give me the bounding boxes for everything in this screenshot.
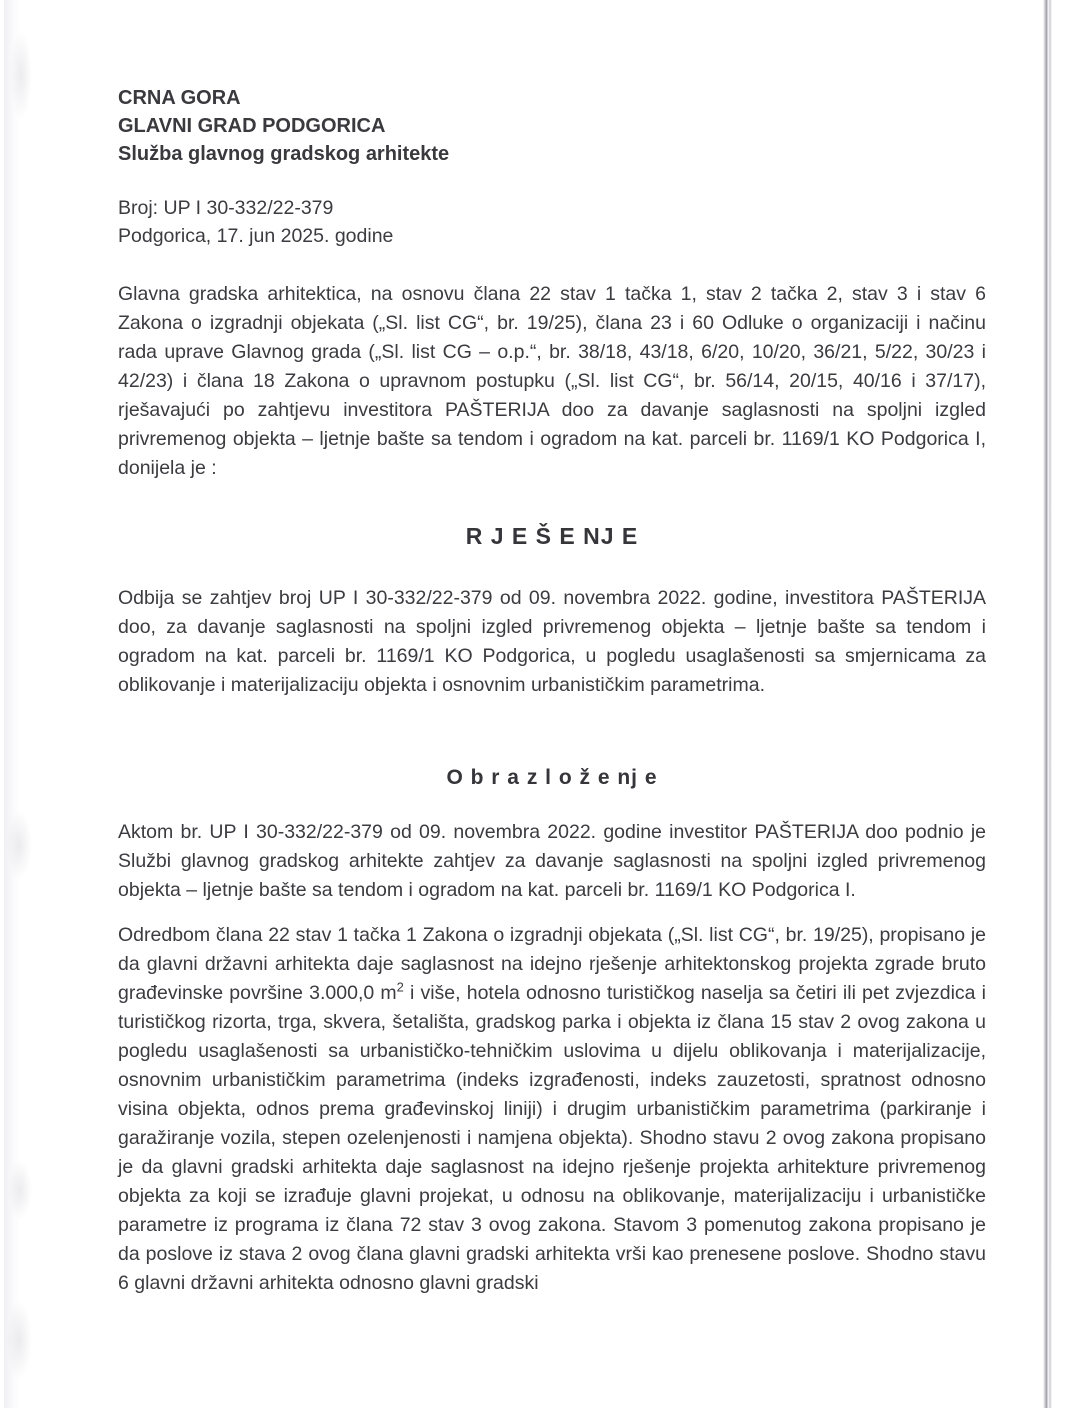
reference-block (118, 194, 986, 250)
explanation-heading: O b r a z l o ž e nj e (446, 766, 658, 789)
letterhead (118, 84, 986, 168)
scan-smudge-artifact (10, 30, 32, 120)
letterhead-country: CRNA GORA (118, 87, 241, 109)
reference-number: Broj: UP I 30-332/22-379 (118, 197, 334, 219)
scan-smudge-artifact (8, 1160, 32, 1220)
scan-line-right-edge (1043, 0, 1052, 1408)
letterhead-city: GLAVNI GRAD PODGORICA (118, 115, 386, 137)
decision-paragraph: Odbija se zahtjev broj UP I 30-332/22-379 od 09. novembra 2022. godine, investitora PAŠTERIJA doo, za davanje saglasnosti na spoljni izgled privremenog objekta – ljetnje bašte sa tendom i ogradom na kat. parceli br. 1169/1 KO Podgorica, u pogledu usaglašenosti sa smjernicama za oblikovanje i materijalizaciju objekta i osnovnim urbanističkim parametrima. (118, 587, 986, 696)
explanation-paragraph-2-text-before-superscript: Odredbom člana 22 stav 1 tačka 1 Zakona o izgradnji objekata („Sl. list CG“, br. 19/25), propisano je da glavni državni arhitekta daje saglasnost na idejno rješenje arhitektonskog projekta zgrade bruto građevinske površine 3.000,0 m (118, 924, 986, 1004)
document-content (118, 0, 986, 1298)
explanation-paragraph-2 (118, 921, 986, 1298)
decision-heading: R J E Š E NJ E (465, 523, 639, 549)
explanation-paragraph-1: Aktom br. UP I 30-332/22-379 od 09. novembra 2022. godine investitor PAŠTERIJA doo podnio je Službi glavnog gradskog arhitekte zahtjev za davanje saglasnosti na spoljni izgled privremenog objekta – ljetnje bašte sa tendom i ogradom na kat. parceli br. 1169/1 KO Podgorica I. (118, 821, 986, 901)
scan-smudge-artifact (6, 810, 32, 880)
intro-paragraph: Glavna gradska arhitektica, na osnovu člana 22 stav 1 tačka 1, stav 2 tačka 2, stav 3 i stav 6 Zakona o izgradnji objekata („Sl. list CG“, br. 19/25), člana 23 i 60 Odluke o organizaciji i načinu rada uprave Glavnog grada („Sl. list CG – o.p.“, br. 38/18, 43/18, 6/20, 10/20, 36/21, 5/22, 30/23 i 42/23) i člana 18 Zakona o upravnom postupku („Sl. list CG“, br. 56/14, 20/15, 40/16 i 37/17), rješavajući po zahtjevu investitora PAŠTERIJA doo za davanje saglasnosti na spoljni izgled privremenog objekta – ljetnje bašte sa tendom i ogradom na kat. parceli br. 1169/1 KO Podgorica I, donijela je : (118, 283, 986, 479)
letterhead-office: Služba glavnog gradskog arhitekte (118, 143, 450, 165)
scan-smudge-artifact (6, 1300, 32, 1380)
explanation-paragraph-2-text-after-superscript: i više, hotela odnosno turističkog naselja sa četiri ili pet zvjezdica i turističkog rizorta, trga, skvera, šetališta, gradskog parka i objekta iz člana 15 stav 2 ovog zakona u pogledu usaglašenosti sa urbanističko-tehničkim uslovima u dijelu oblikovanja i materijalizacije, osnovnim urbanističkim parametrima (indeks izgrađenosti, indeks zauzetosti, spratnost odnosno visina objekta, odnos prema građevinskoj liniji) i drugim urbanističkim parametrima (parkiranje i garažiranje vozila, stepen ozelenjenosti i namjena objekta). Shodno stavu 2 ovog zakona propisano je da glavni gradski arhitekta daje saglasnost na idejno rješenje projekta arhitekture privremenog objekta za koji se izrađuje glavni projekat, u odnosu na oblikovanje, materijalizaciju i urbanističke parametre iz programa iz člana 72 stav 3 ovog zakona. Stavom 3 pomenutog zakona propisano je da poslove iz stava 2 ovog člana glavni gradski arhitekta vrši kao prenesene poslove. Shodno stavu 6 glavni državni arhitekta odnosno glavni gradski (118, 982, 986, 1294)
reference-place-date: Podgorica, 17. jun 2025. godine (118, 225, 394, 247)
square-meter-superscript: 2 (396, 979, 404, 995)
